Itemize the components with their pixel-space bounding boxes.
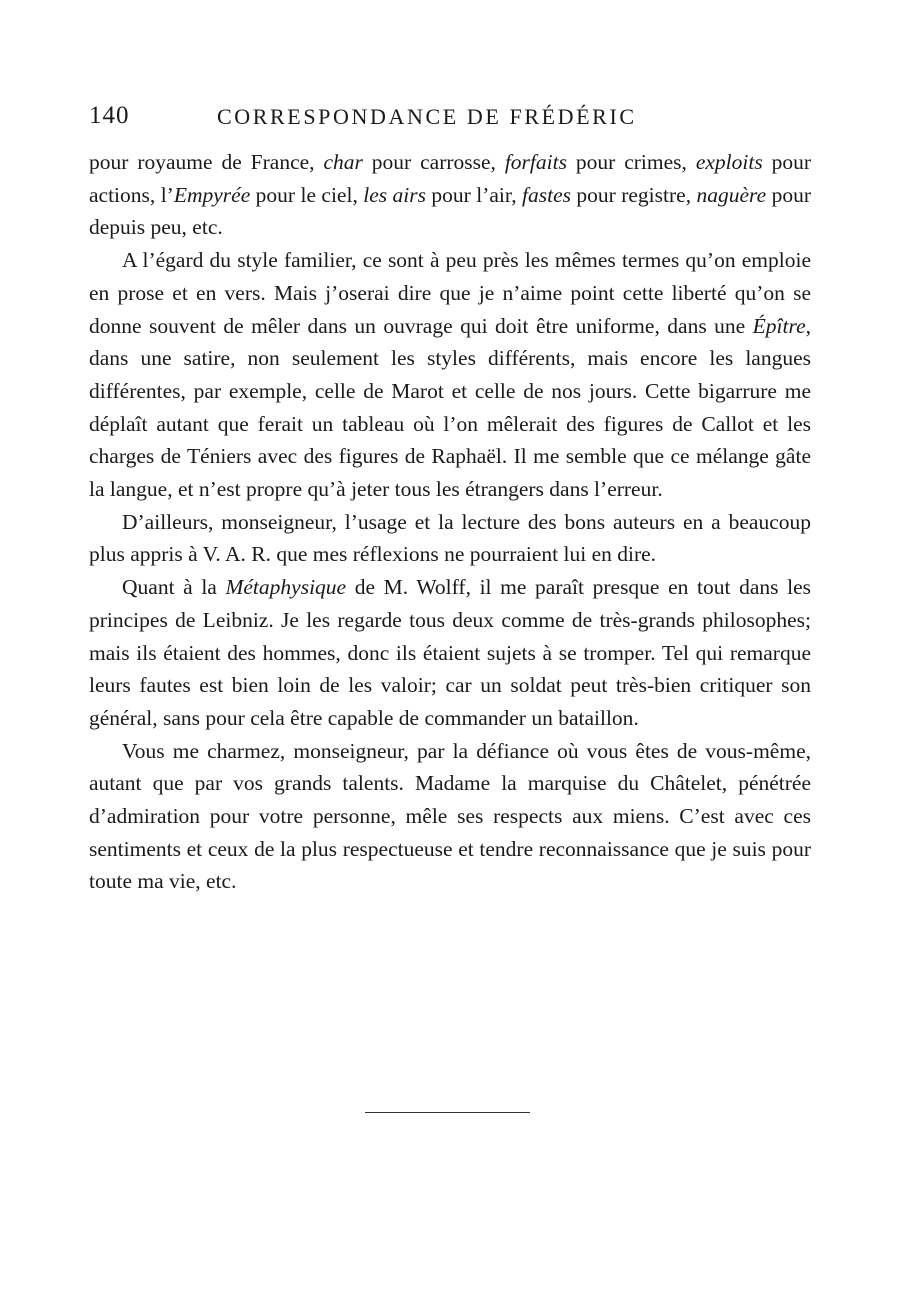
paragraph-5 (89, 735, 811, 899)
paragraph-2 (89, 244, 811, 506)
italic-term: Métaphysique (225, 575, 347, 600)
body-text (89, 146, 811, 898)
italic-term: char (323, 150, 363, 174)
italic-term: naguère (696, 182, 767, 207)
text-run: , dans une satire, non seulement les styles différents, mais encore les langues différentes, par exemple, celle de Marot et celle de nos jours. Cette bigarrure me déplaît autant que ferait un tableau où l’on mêlerait des figures de Callot et les charges de Téniers avec des figures de Raphaël. Il me semble que ce mélange gâte la langue, et n’est propre qu’à jeter tous les étrangers dans l’erreur. (89, 313, 811, 502)
text-run: pour actions, l’ (89, 150, 812, 207)
italic-term: Épître (752, 313, 806, 338)
page-number: 140 (89, 102, 130, 129)
text-run: pour royaume de France, (89, 150, 324, 174)
text-run: pour le ciel, (250, 182, 364, 207)
italic-term: forfaits (504, 150, 567, 174)
text-run: de M. Wolff, il me paraît presque en tout dans les principes de Leibniz. Je les regarde tous deux comme de très-grands philosophes; mais ils étaient des hommes, donc ils étaient sujets à se tromper. Tel qui remarque leurs fautes est bien loin de les valoir; car un soldat peut très-bien critiquer son général, sans pour cela être capable de commander un bataillon. (89, 575, 812, 730)
text-run: pour carrosse, (362, 150, 505, 174)
italic-term: les airs (363, 182, 427, 207)
paragraph-1 (89, 146, 811, 244)
running-head (89, 102, 811, 136)
paragraph-4 (89, 571, 811, 735)
text-run: A l’égard du style familier, ce sont à peu près les mêmes termes qu’on emploie en prose et en vers. Mais j’oserai dire que je n’aime point cette liberté qu’on se donne souvent de mêler dans un ouvrage qui doit être uniforme, dans une (89, 248, 811, 338)
text-run: pour l’air, (426, 182, 522, 207)
italic-term: exploits (695, 150, 763, 174)
text-run: pour registre, (570, 182, 697, 207)
text-run: Vous me charmez, monseigneur, par la défiance où vous êtes de vous-même, autant que par vos grands talents. Madame la marquise du Châtelet, pénétrée d’admiration pour votre personne, mêle ses respects aux miens. C’est avec ces sentiments et ceux de la plus respectueuse et tendre reconnaissance que je suis pour toute ma vie, etc. (89, 738, 811, 894)
running-title: CORRESPONDANCE DE FRÉDÉRIC (217, 104, 637, 129)
italic-term: fastes (522, 182, 571, 207)
text-run: pour depuis peu, etc. (89, 182, 811, 240)
closing-rule (365, 1112, 530, 1113)
text-run: pour crimes, (566, 150, 696, 174)
text-run: Quant à la (122, 575, 226, 600)
paragraph-3 (89, 506, 811, 571)
italic-term: Empyrée (173, 182, 251, 207)
text-run: D’ailleurs, monseigneur, l’usage et la lecture des bons auteurs en a beaucoup plus appris à V. A. R. que mes réflexions ne pourraient lui en dire. (89, 509, 811, 567)
